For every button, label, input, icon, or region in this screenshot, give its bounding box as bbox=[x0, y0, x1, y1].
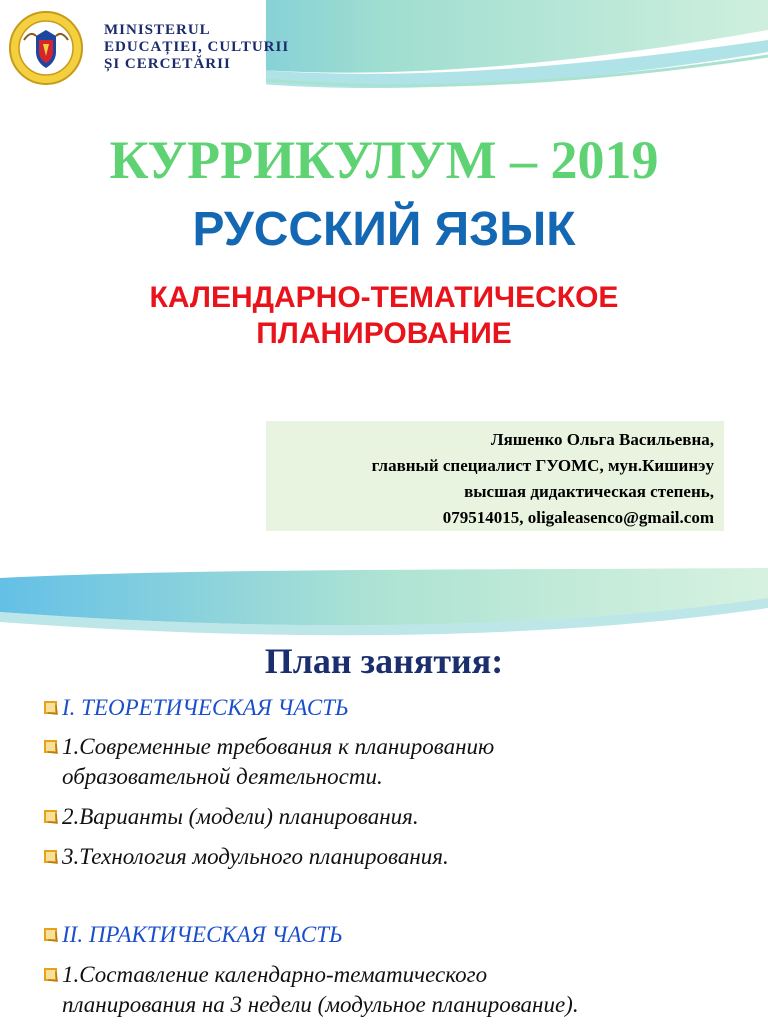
author-position: главный специалист ГУОМС, мун.Кишинэу bbox=[371, 456, 714, 475]
ministry-logo bbox=[0, 0, 290, 92]
moldova-seal-icon bbox=[8, 10, 84, 86]
curriculum-title: КУРРИКУЛУМ – 2019 bbox=[109, 130, 659, 190]
list-item bbox=[44, 732, 764, 792]
subtitle-line-2: ПЛАНИРОВАНИЕ bbox=[256, 317, 512, 350]
checkbox-bullet-icon bbox=[44, 701, 58, 715]
list-item bbox=[44, 693, 764, 723]
item-text-continuation: планирования на 3 недели (модульное планирование). bbox=[62, 992, 579, 1017]
item-text-continuation: образовательной деятельности. bbox=[62, 764, 383, 789]
list-item bbox=[44, 920, 764, 950]
list-item bbox=[44, 842, 764, 872]
section-heading: II. ПРАКТИЧЕСКАЯ ЧАСТЬ bbox=[62, 922, 343, 947]
checkbox-bullet-icon bbox=[44, 850, 58, 864]
ministry-line-1: MINISTERUL bbox=[104, 22, 211, 38]
author-info-box bbox=[266, 421, 724, 531]
item-text: 1.Современные требования к планированию bbox=[62, 734, 495, 759]
checkbox-bullet-icon bbox=[44, 810, 58, 824]
checkbox-bullet-icon bbox=[44, 968, 58, 982]
list-item bbox=[44, 802, 764, 832]
section-heading: I. ТЕОРЕТИЧЕСКАЯ ЧАСТЬ bbox=[62, 695, 349, 720]
list-item bbox=[44, 960, 764, 1020]
checkbox-bullet-icon bbox=[44, 928, 58, 942]
plan-title: План занятия: bbox=[264, 641, 504, 681]
author-name: Ляшенко Ольга Васильевна, bbox=[490, 430, 714, 449]
decorative-swoosh bbox=[0, 568, 768, 640]
ministry-line-2: EDUCAȚIEI, CULTURII bbox=[104, 39, 290, 55]
ministry-name bbox=[104, 22, 289, 73]
subject-title: РУССКИЙ ЯЗЫК bbox=[192, 203, 576, 256]
author-degree: высшая дидактическая степень, bbox=[464, 482, 714, 501]
planning-subtitle bbox=[0, 280, 768, 352]
item-text: 1.Составление календарно-тематического bbox=[62, 962, 488, 987]
item-text: 3.Технология модульного планирования. bbox=[62, 844, 449, 869]
checkbox-bullet-icon bbox=[44, 740, 58, 754]
subtitle-line-1: КАЛЕНДАРНО-ТЕМАТИЧЕСКОЕ bbox=[149, 281, 619, 314]
plan-slide bbox=[0, 568, 768, 1024]
item-text: 2.Варианты (модели) планирования. bbox=[62, 804, 419, 829]
author-contact: 079514015, oligaleasenco@gmail.com bbox=[442, 508, 714, 527]
ministry-line-3: ȘI CERCETĂRII bbox=[104, 56, 231, 72]
